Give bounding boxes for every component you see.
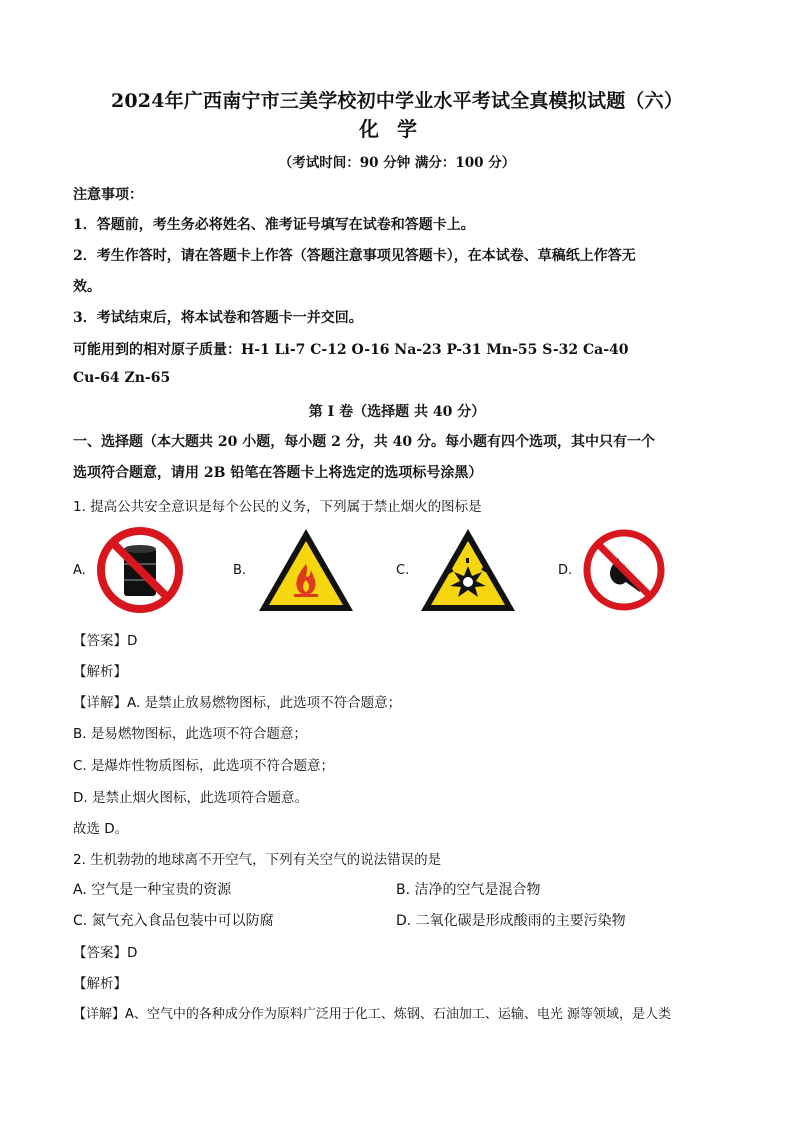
q1-conclusion: 故选 D。 <box>73 821 129 837</box>
q1-detail-2: B. 是易燃物图标，此选项不符合题意； <box>73 726 307 742</box>
q1-option-a-label: A. <box>73 563 86 578</box>
flammable-warning-icon <box>256 526 356 618</box>
q1-answer: 【答案】D <box>73 633 138 649</box>
atomic-mass-line-1: 可能用到的相对原子质量：H-1 Li-7 C-12 O-16 Na-23 P-31 Mn-55 S-32 Ca-40 <box>73 342 629 358</box>
explosive-warning-icon <box>418 526 518 618</box>
q1-option-d-label: D. <box>558 563 573 578</box>
q2-option-c: C. 氮气充入食品包装中可以防腐 <box>73 913 274 929</box>
subject-title: 化学 <box>359 117 435 141</box>
q1-detail-3: C. 是爆炸性物质图标，此选项不符合题意； <box>73 758 335 774</box>
q2-option-a: A. 空气是一种宝贵的资源 <box>73 882 232 898</box>
q1-detail-4: D. 是禁止烟火图标，此选项符合题意。 <box>73 790 308 806</box>
q2-detail-1: 【详解】A、空气中的各种成分作为原料广泛用于化工、炼钢、石油加工、运输、电光 源等领域，是人类 <box>73 1007 672 1022</box>
no-fire-icon <box>582 528 666 616</box>
q1-detail-1: 【详解】A. 是禁止放易燃物图标，此选项不符合题意； <box>73 695 402 711</box>
q2-stem: 2. 生机勃勃的地球离不开空气，下列有关空气的说法错误的是 <box>73 852 442 868</box>
q1-option-c-label: C. <box>396 563 410 578</box>
q2-option-b: B. 洁净的空气是混合物 <box>396 882 541 898</box>
q1-analysis-heading: 【解析】 <box>73 664 127 680</box>
q2-answer: 【答案】D <box>73 945 138 961</box>
section-title: 第 I 卷（选择题 共 40 分） <box>308 404 486 420</box>
notice-item-1: 1．答题前，考生务必将姓名、准考证号填写在试卷和答题卡上。 <box>73 217 475 233</box>
atomic-mass-line-2: Cu-64 Zn-65 <box>73 370 171 386</box>
notice-item-3: 3．考试结束后，将本试卷和答题卡一并交回。 <box>73 310 363 326</box>
exam-time-info: （考试时间：90 分钟 满分：100 分） <box>278 155 516 171</box>
q2-analysis-heading: 【解析】 <box>73 976 127 992</box>
notice-heading: 注意事项： <box>73 187 143 203</box>
q1-option-b-label: B. <box>233 563 247 578</box>
q2-option-d: D. 二氧化碳是形成酸雨的主要污染物 <box>396 913 626 929</box>
section-instruction-1: 一、选择题（本大题共 20 小题，每小题 2 分，共 40 分。每小题有四个选项，其中只有一个 <box>73 434 655 450</box>
section-instruction-2: 选项符合题意，请用 2B 铅笔在答题卡上将选定的选项标号涂黑） <box>73 465 483 481</box>
notice-item-2-cont: 效。 <box>73 279 101 295</box>
exam-title: 2024年广西南宁市三美学校初中学业水平考试全真模拟试题（六） <box>110 90 684 112</box>
notice-item-2: 2．考生作答时，请在答题卡上作答（答题注意事项见答题卡），在本试卷、草稿纸上作答无 <box>73 248 636 264</box>
q1-stem: 1. 提高公共安全意识是每个公民的义务，下列属于禁止烟火的图标是 <box>73 499 482 515</box>
no-flammable-barrel-icon <box>96 526 184 618</box>
